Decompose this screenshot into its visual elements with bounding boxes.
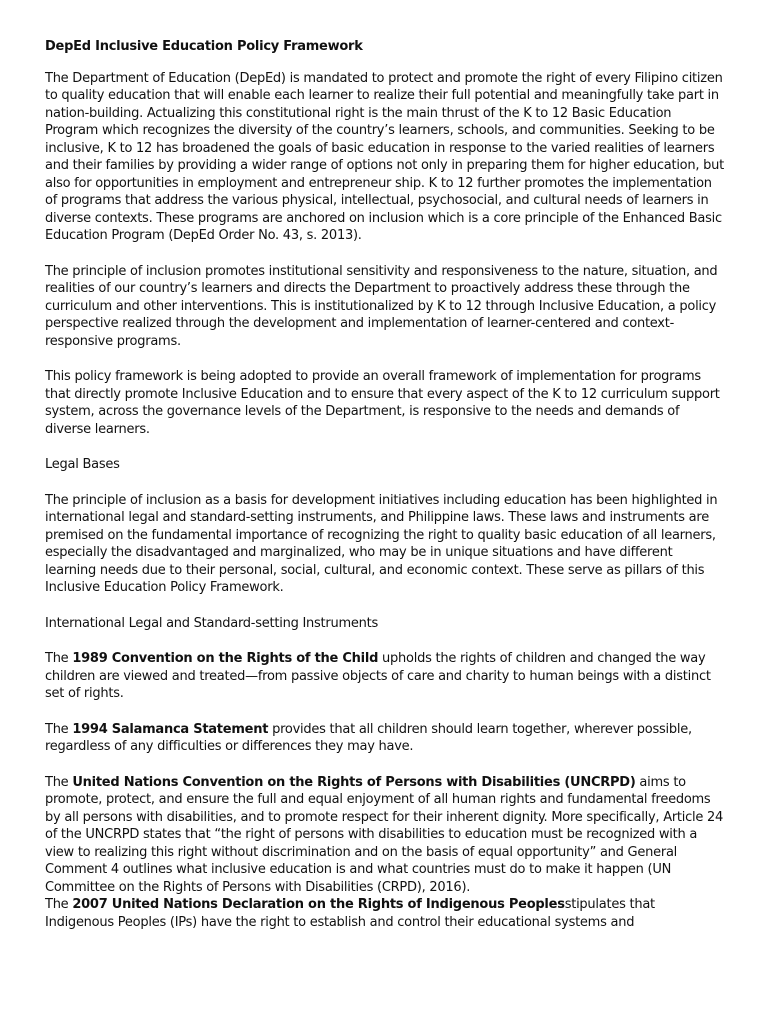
legal-bases-heading: Legal Bases (45, 457, 120, 472)
intro-paragraph: The Department of Education (DepEd) is mandated to protect and promote the right of every Filipino citizen to quality education that will enable each learner to realize their full potential and meaningfully take part in nation-building. Actualizing this constitutional right is the main thrust of the K to 12 Basic Education Program which recognizes the diversity of the country’s learners, schools, and communities. Seeking to be inclusive, K to 12 has broadened the goals of basic education in response to the varied realities of learners and their families by providing a wider range of options not only in preparing them for higher education, but also for opportunities in employment and entrepreneur ship. K to 12 further promotes the implementation of programs that address the various physical, intellectual, psychosocial, and cultural needs of learners in diverse contexts. These programs are anchored on inclusion which is a core principle of the Enhanced Basic Education Program (DepEd Order No. 43, s. 2013). (45, 70, 724, 243)
crc-prefix: The (45, 651, 73, 666)
uncrpd-prefix: The (45, 774, 73, 790)
document-page (45, 38, 725, 931)
crc-paragraph (45, 650, 725, 703)
salamanca-title: 1994 Salamanca Statement (72, 721, 269, 737)
salamanca-text: provides that all children should learn together, wherever possible, regardless of any difficulties or differences they may have. (45, 721, 692, 754)
crc-text: upholds the rights of children and changed the way children are viewed and treated—from passive objects of care and charity to human beings with a distinct set of rights. (45, 651, 711, 701)
salamanca-prefix: The (45, 721, 73, 737)
undrip-text: stipulates that Indigenous Peoples (IPs) have the right to establish and control their educational systems and (45, 897, 655, 930)
policy-purpose-paragraph: This policy framework is being adopted to provide an overall framework of implementation for programs that directly promote Inclusive Education and to ensure that every aspect of the K to 12 curriculum support system, across the governance levels of the Department, is responsive to the needs and demands of diverse learners. (45, 369, 720, 437)
uncrpd-text: aims to promote, protect, and ensure the full and equal enjoyment of all human rights and fundamental freedoms by all persons with disabilities, and to promote respect for their inherent dignity. More specifically, Article 24 of the UNCRPD states that “the right of persons with disabilities to education must be recognized with a view to realizing this right without discrimination and on the basis of equal opportunity” and General Comment 4 outlines what inclusive education is and what countries must do to make it happen (UN Committee on the Rights of Persons with Disabilities (CRPD), 2016). (45, 774, 724, 895)
crc-title: 1989 Convention on the Rights of the Child (72, 651, 379, 666)
uncrpd-paragraph (45, 774, 725, 897)
undrip-title: 2007 United Nations Declaration on the Rights of Indigenous Peoples (72, 897, 565, 912)
undrip-prefix: The (45, 897, 73, 912)
salamanca-paragraph (45, 721, 725, 756)
inclusion-principle-paragraph: The principle of inclusion promotes institutional sensitivity and responsiveness to the nature, situation, and realities of our country’s learners and directs the Department to proactively address these through the curriculum and other interventions. This is institutionalized by K to 12 through Inclusive Education, a policy perspective realized through the development and implementation of learner-centered and context-responsive programs. (45, 263, 718, 349)
international-instruments-heading: International Legal and Standard-setting Instruments (45, 615, 378, 631)
undrip-paragraph (45, 896, 725, 931)
document-title: DepEd Inclusive Education Policy Framework (45, 39, 363, 54)
legal-bases-paragraph: The principle of inclusion as a basis for development initiatives including education has been highlighted in international legal and standard-setting instruments, and Philippine laws. These laws and instruments are premised on the fundamental importance of recognizing the right to quality basic education of all learners, especially the disadvantaged and marginalized, who may be in unique situations and have different learning needs due to their personal, social, cultural, and economic context. These serve as pillars of this Inclusive Education Policy Framework. (45, 492, 718, 595)
uncrpd-title: United Nations Convention on the Rights of Persons with Disabilities (UNCRPD) (72, 774, 636, 790)
